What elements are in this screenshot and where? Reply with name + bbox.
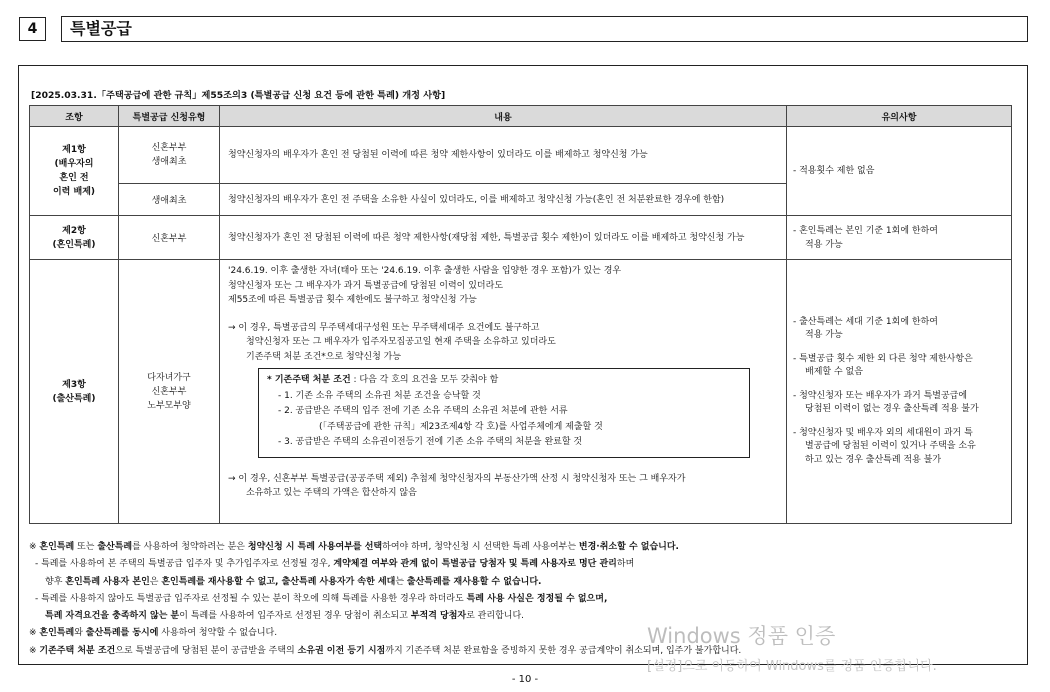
remark-2: - 혼인특례는 본인 기준 1회에 한하여 적용 가능: [787, 216, 1012, 260]
header-content: 내용: [220, 106, 787, 127]
birth-intro: '24.6.19. 이후 출생한 자녀(태아 또는 '24.6.19. 이후 출생한 사람을 입양한 경우 포함)가 있는 경우 청약신청자 또는 그 배우자가 과거 특별공급에 당첨된 이력이 있더라도 제55조에 따른 특별공급 횟수 제한에도 불구하고 청약신청 가능: [228, 266, 622, 305]
remark-1: - 적용횟수 제한 없음: [787, 127, 1012, 216]
table-row: [30, 260, 1012, 524]
note-4: - 특례를 사용하지 않아도 특별공급 입주자로 선정될 수 있는 분이 착오에 의해 특례를 사용한 경우라 하더라도 특례 사용 사실은 정정될 수 없으며,: [35, 593, 608, 604]
birth-arrow-2: → 이 경우, 신혼부부 특별공급(공공주택 제외) 추첨제 청약신청자의 부동산가액 산정 시 청약신청자 또는 그 배우자가 소유하고 있는 주택의 가액은 합산하지 않음: [228, 473, 686, 498]
type-2: 신혼부부: [119, 216, 220, 260]
amendment-heading: [2025.03.31.「주택공급에 관한 규칙」제55조의3 (특별공급 신청 요건 등에 관한 특례) 개정 사항]: [31, 90, 446, 101]
section-number: 4: [19, 17, 46, 41]
table-row: [30, 216, 1012, 260]
clause-2: 제2항 (혼인특례): [30, 216, 119, 260]
content-1a: 청약신청자의 배우자가 혼인 전 당첨된 이력에 따른 청약 제한사항이 있더라도 이를 배제하고 청약신청 가능: [220, 127, 787, 184]
clause-3: 제3항 (출산특례): [30, 260, 119, 524]
clause-1: 제1항 (배우자의 혼인 전 이력 배제): [30, 127, 119, 216]
remark-3: - 출산특례는 세대 기준 1회에 한하여 적용 가능 - 특별공급 횟수 제한 외 다른 청약 제한사항은 배제할 수 없음 - 청약신청자 또는 배우자가 과거 특별공급에 당첨된 이력이 없는 경우 출산특례 적용 불가 - 청약신청자 및 배우자 외의 세대원이 과거 특 별공급에 당첨된 이력이 있거나 주택을 소유 하고 있는 경우 출산특례 적용 불가: [787, 260, 1012, 524]
type-1a: 신혼부부 생애최초: [119, 127, 220, 184]
notes: [29, 539, 1009, 660]
table-row: [30, 127, 1012, 184]
birth-arrow-1: → 이 경우, 특별공급의 무주택세대구성원 또는 무주택세대주 요건에도 불구하고 청약신청자 또는 그 배우자가 입주자모집공고일 현재 주택을 소유하고 있더라도 기존주택 처분 조건*으로 청약신청 가능: [228, 322, 556, 362]
table-header-row: [30, 106, 1012, 127]
header-type: 특별공급 신청유형: [119, 106, 220, 127]
content-3: [220, 260, 787, 524]
page-number: - 10 -: [511, 674, 539, 685]
note-2: - 특례를 사용하여 본 주택의 특별공급 입주자 및 추가입주자로 선정될 경우, 계약체결 여부와 관계 없이 특별공급 당첨자 및 특례 사용자로 명단 관리하며: [35, 559, 635, 570]
note-1: ※ 혼인특례 또는 출산특례를 사용하여 청약하려는 분은 청약신청 시 특례 사용여부를 선택하여야 하며, 청약신청 시 선택한 특례 사용여부는 변경·취소할 수 없습니다.: [29, 542, 679, 552]
disposal-condition-box: * 기존주택 처분 조건 : 다음 각 호의 요건을 모두 갖춰야 함 - 1. 기존 소유 주택의 소유권 처분 조건을 승낙할 것 - 2. 공급받은 주택의 입주 전에 기존 소유 주택의 소유권 처분에 관한 서류 (「주택공급에 관한 규칙」제23조제4항 각 호)를 사업주체에게 제출할 것 - 3. 공급받은 주택의 소유권이전등기 전에 기존 소유 주택의 처분을 완료할 것: [258, 368, 750, 458]
section-title: 특별공급: [61, 16, 1028, 42]
content-1b: 청약신청자의 배우자가 혼인 전 주택을 소유한 사실이 있더라도, 이를 배제하고 청약신청 가능(혼인 전 처분완료한 경우에 한함): [220, 184, 787, 216]
header-remarks: 유의사항: [787, 106, 1012, 127]
special-supply-table: [29, 105, 1012, 524]
type-1b: 생애최초: [119, 184, 220, 216]
note-5: 특례 자격요건을 충족하지 않는 분이 특례를 사용하여 입주자로 선정된 경우 당첨이 취소되고 부적격 당첨자로 관리합니다.: [45, 611, 525, 622]
content-2: 청약신청자가 혼인 전 당첨된 이력에 따른 청약 제한사항(재당첨 제한, 특별공급 횟수 제한)이 있더라도 이를 배제하고 청약신청 가능: [220, 216, 787, 260]
note-3: 향후 혼인특례 사용자 본인은 혼인특례를 재사용할 수 없고, 출산특례 사용자가 속한 세대는 출산특례를 재사용할 수 없습니다.: [45, 576, 542, 587]
type-3: 다자녀가구 신혼부부 노부모부양: [119, 260, 220, 524]
activation-watermark-title: Windows 정품 인증: [647, 624, 836, 648]
note-7: ※ 기존주택 처분 조건으로 특별공급에 당첨된 분이 공급받을 주택의 소유권 이전 등기 시점까지 기존주택 처분 완료함을 증빙하지 못한 경우 공급계약이 취소되며, 입주가 불가합니다.: [29, 645, 742, 656]
activation-watermark-text[interactable]: [설정]으로 이동하여 Windows를 정품 인증합니다.: [647, 659, 937, 674]
note-6: ※ 혼인특례와 출산특례를 동시에 사용하여 청약할 수 없습니다.: [29, 628, 278, 639]
header-clause: 조항: [30, 106, 119, 127]
